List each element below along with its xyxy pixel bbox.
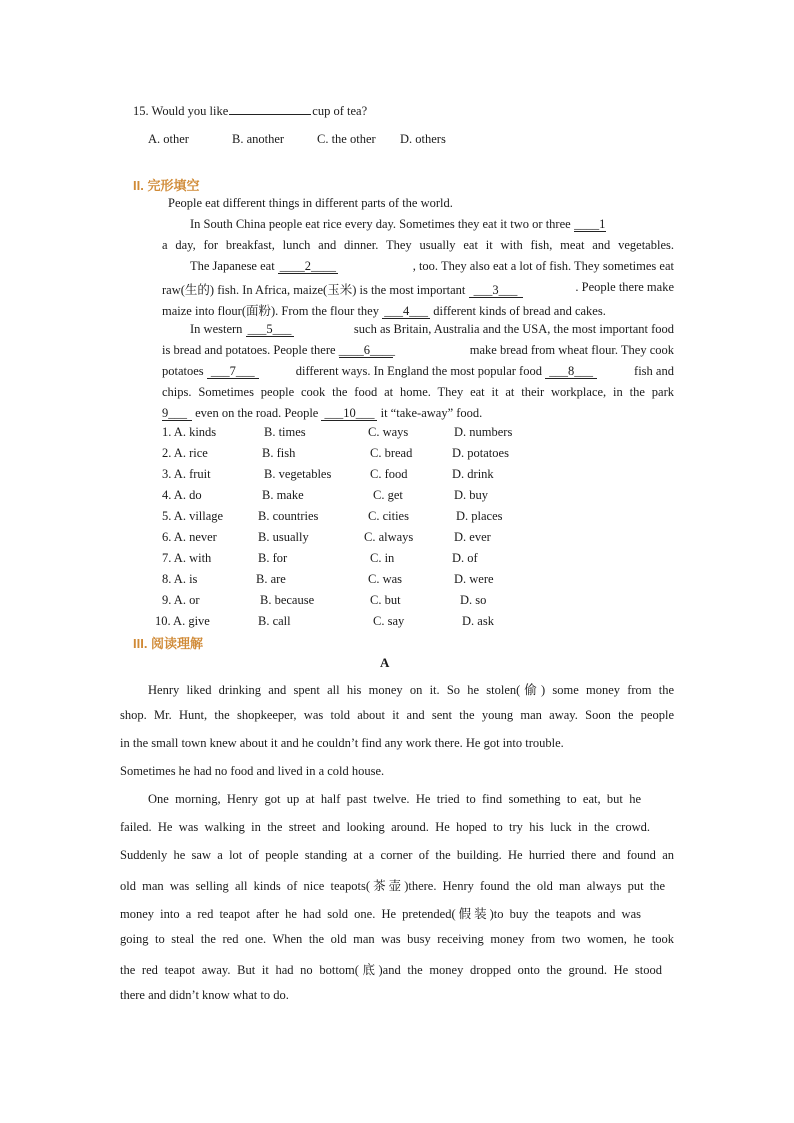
passage-line: 9___ even on the road. People ___10___ it “take-away” food.: [162, 406, 483, 420]
passage-line: raw(生的) fish. In Africa, maize(玉米) is the most important ___3___ . People there make: [162, 280, 674, 297]
passage-label: A: [380, 655, 390, 670]
passage-line: Suddenly he saw a lot of people standing at a corner of the building. He hurried there and found an: [120, 848, 674, 862]
blank-1: ____1: [574, 217, 606, 231]
option-b: B. another: [232, 132, 285, 146]
question-15: [133, 104, 367, 119]
passage-line: shop. Mr. Hunt, the shopkeeper, was told about it and sent the young man away. Soon the people: [120, 708, 674, 722]
option-d: D. others: [400, 132, 446, 146]
passage-line: is bread and potatoes. People there ____6____ make bread from wheat flour. They cook: [162, 343, 674, 357]
passage-line: failed. He was walking in the street and looking around. He hoped to try his luck in the crowd.: [120, 820, 650, 834]
passage-line: People eat different things in different parts of the world.: [168, 196, 453, 210]
blank-4: ___4___: [382, 305, 430, 319]
passage-line: In western ___5___ such as Britain, Australia and the USA, the most important food: [190, 322, 674, 336]
answer-blank: [229, 104, 311, 115]
section-heading-reading: III. 阅读理解: [133, 636, 204, 651]
blank-9: 9___: [162, 407, 192, 421]
question-15-options: [148, 132, 446, 147]
blank-6: ____6____: [338, 343, 395, 357]
passage-line: there and didn’t know what to do.: [120, 988, 289, 1002]
question-15-stem-start: 15. Would you like: [133, 104, 229, 118]
passage-line: in the small town knew about it and he couldn’t find any work there. He got into trouble.: [120, 736, 564, 750]
passage-line: a day, for breakfast, lunch and dinner. They usually eat it with fish, meat and vegetables.: [162, 238, 674, 252]
passage-line: potatoes ___7___ different ways. In England the most popular food ___8___ fish and: [162, 364, 674, 378]
passage-line: One morning, Henry got up at half past twelve. He tried to find something to eat, but he: [148, 792, 641, 806]
option-c: C. the other: [317, 132, 376, 146]
blank-8: ___8___: [545, 365, 597, 379]
passage-line: Henry liked drinking and spent all his money on it. So he stolen(偷) some money from the: [148, 683, 674, 697]
section-heading-cloze: II. 完形填空: [133, 178, 200, 193]
passage-line: old man was selling all kinds of nice teapots(茶壶)there. Henry found the old man always put the: [120, 879, 665, 893]
blank-10: ___10___: [321, 407, 377, 421]
passage-line: Sometimes he had no food and lived in a cold house.: [120, 764, 385, 778]
blank-5: ___5___: [246, 323, 294, 337]
passage-line: chips. Sometimes people cook the food at home. They eat it at their workplace, in the park: [162, 385, 674, 399]
passage-line: going to steal the red one. When the old man was busy receiving money from two women, he took: [120, 932, 674, 946]
passage-line: maize into flour(面粉). From the flour they ___4___ different kinds of bread and cakes.: [162, 304, 606, 318]
blank-2: ____2____: [279, 259, 336, 273]
passage-line: money into a red teapot after he had sold one. He pretended(假装)to buy the teapots and was: [120, 907, 641, 921]
option-a: A. other: [148, 132, 189, 146]
blank-3: ___3___: [469, 284, 523, 298]
passage-line: The Japanese eat ____2____ , too. They also eat a lot of fish. They sometimes eat: [190, 259, 674, 273]
passage-line: In South China people eat rice every day. Sometimes they eat it two or three ____1: [190, 217, 606, 231]
passage-line: the red teapot away. But it had no bottom(底)and the money dropped onto the ground. He stood: [120, 963, 662, 977]
blank-7: ___7___: [207, 365, 259, 379]
question-15-stem-end: cup of tea?: [312, 104, 368, 118]
